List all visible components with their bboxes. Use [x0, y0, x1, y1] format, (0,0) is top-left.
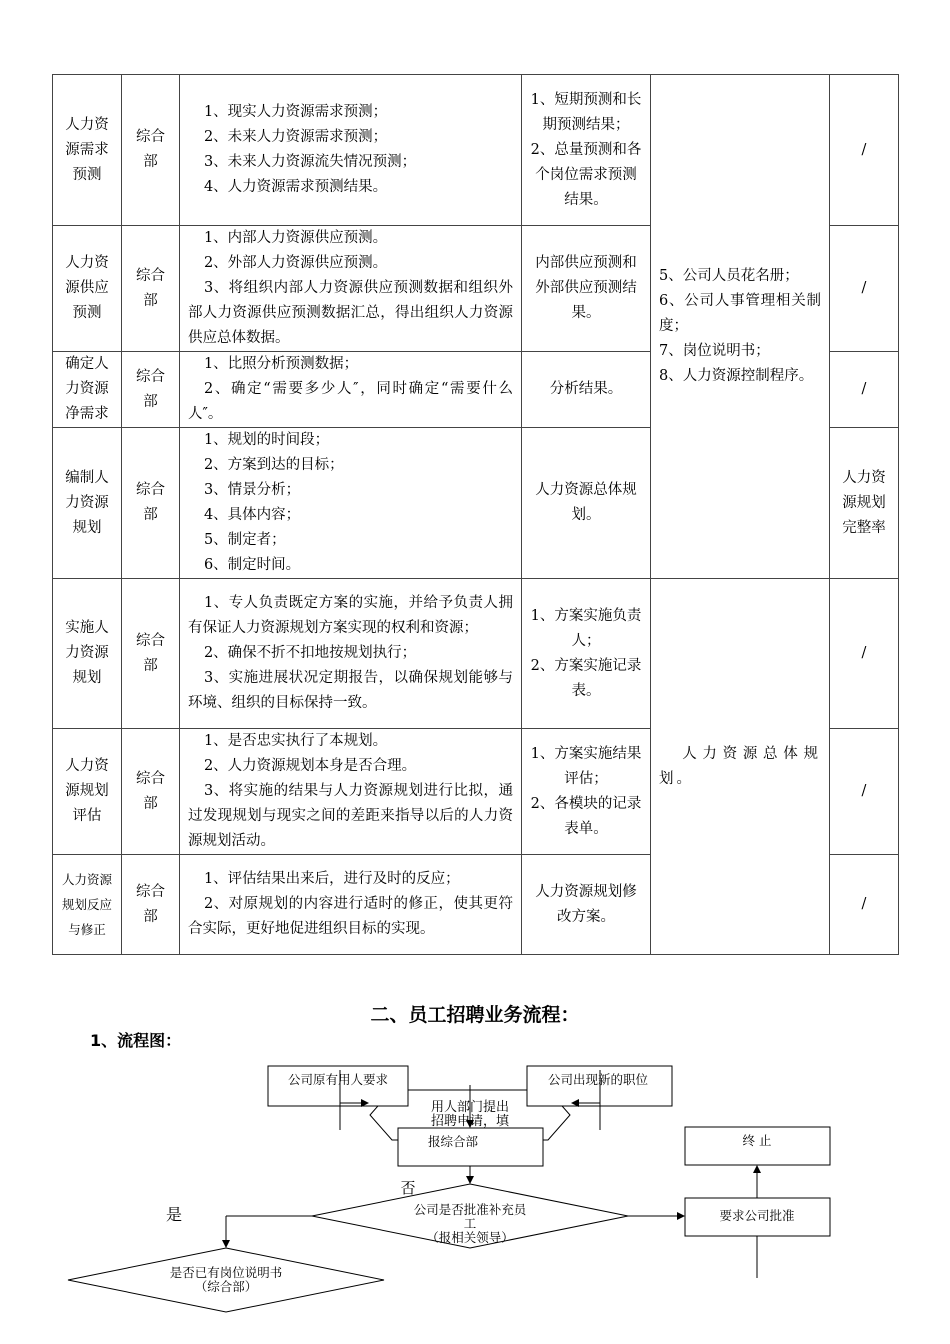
- yes-label: 是: [165, 1205, 183, 1224]
- kpi: 人力资源规划完整率: [830, 428, 899, 579]
- job-desc-question: （综合部）: [194, 1279, 258, 1294]
- step-content: 1、比照分析预测数据； 2、确定“需要多少人″，同时确定“需要什么人″。: [180, 352, 522, 428]
- step-content: 1、现实人力资源需求预测； 2、未来人力资源需求预测； 3、未来人力资源流失情况预测； 4、人力资源需求预测结果。: [180, 75, 522, 226]
- step-name: 人力资源供应预测: [53, 226, 122, 352]
- recruitment-flowchart: [0, 1050, 950, 1344]
- step-output: 内部供应预测和外部供应预测结果。: [522, 226, 651, 352]
- dept: 综合部: [122, 428, 180, 579]
- step-output: 1、短期预测和长期预测结果； 2、总量预测和各个岗位需求预测结果。: [522, 75, 651, 226]
- step-name: 编制人力资源规划: [53, 428, 122, 579]
- kpi: /: [830, 855, 899, 955]
- step-output: 分析结果。: [522, 352, 651, 428]
- step-output: 人力资源规划修改方案。: [522, 855, 651, 955]
- dept-request-text: 用人部门提出: [430, 1100, 510, 1115]
- step-content: 1、是否忠实执行了本规划。 2、人力资源规划本身是否合理。 3、将实施的结果与人力资源规划进行比拟，通过发现规划与现实之间的差距来指导以后的人力资源规划活动。: [180, 729, 522, 855]
- step-name: 人力资源规划评估: [53, 729, 122, 855]
- approval-question: 公司是否批准补充员: [413, 1202, 527, 1217]
- dept-request-text: 招聘申请，填: [430, 1114, 510, 1129]
- step-name: 人力资源规划反应与修正: [53, 855, 122, 955]
- kpi: /: [830, 352, 899, 428]
- reference-docs-lower: 人力资源总体规划。: [651, 579, 830, 955]
- request-approval-text: 要求公司批准: [719, 1208, 795, 1223]
- step-content: 1、评估结果出来后，进行及时的反应； 2、对原规划的内容进行适时的修正，使其更符合实际，更好地促进组织目标的实现。: [180, 855, 522, 955]
- step-name: 人力资源需求预测: [53, 75, 122, 226]
- flowchart-subtitle: 1、流程图：: [90, 1031, 182, 1050]
- step-content: 1、规划的时间段； 2、方案到达的目标； 3、情景分析； 4、具体内容； 5、制定者； 6、制定时间。: [180, 428, 522, 579]
- dept: 综合部: [122, 352, 180, 428]
- original-need-text: 公司原有用人要求: [287, 1072, 389, 1087]
- step-output: 1、方案实施结果评估； 2、各模块的记录表单。: [522, 729, 651, 855]
- approval-question: 工: [463, 1216, 477, 1231]
- step-content: 1、专人负责既定方案的实施，并给予负责人拥有保证人力资源规划方案实现的权利和资源； 2、确保不折不扣地按规划执行； 3、实施进展状况定期报告，以确保规划能够与环境、组织的目标保持一致。: [180, 579, 522, 729]
- kpi: /: [830, 579, 899, 729]
- reference-docs-upper: 5、公司人员花名册； 6、公司人事管理相关制度； 7、岗位说明书； 8、人力资源控制程序。: [651, 75, 830, 579]
- kpi: /: [830, 75, 899, 226]
- job-desc-question: 是否已有岗位说明书: [169, 1265, 283, 1280]
- step-output: 1、方案实施负责人； 2、方案实施记录表。: [522, 579, 651, 729]
- approval-question: （报相关领导）: [426, 1230, 514, 1245]
- table-row: [53, 579, 899, 729]
- dept: 综合部: [122, 75, 180, 226]
- dept: 综合部: [122, 855, 180, 955]
- hr-planning-table: [52, 74, 899, 955]
- end-text: 终 止: [742, 1133, 772, 1148]
- step-output: 人力资源总体规划。: [522, 428, 651, 579]
- dept: 综合部: [122, 226, 180, 352]
- dept: 综合部: [122, 579, 180, 729]
- no-label: 否: [400, 1179, 416, 1197]
- dept: 综合部: [122, 729, 180, 855]
- section-title: 二、员工招聘业务流程：: [370, 1004, 580, 1026]
- step-name: 确定人力资源净需求: [53, 352, 122, 428]
- report-text: 报综合部: [427, 1134, 479, 1149]
- kpi: /: [830, 729, 899, 855]
- kpi: /: [830, 226, 899, 352]
- step-name: 实施人力资源规划: [53, 579, 122, 729]
- new-position-text: 公司出现新的职位: [547, 1072, 649, 1087]
- table-row: [53, 75, 899, 226]
- step-content: 1、内部人力资源供应预测。 2、外部人力资源供应预测。 3、将组织内部人力资源供应预测数据和组织外部人力资源供应预测数据汇总，得出组织人力资源供应总体数据。: [180, 226, 522, 352]
